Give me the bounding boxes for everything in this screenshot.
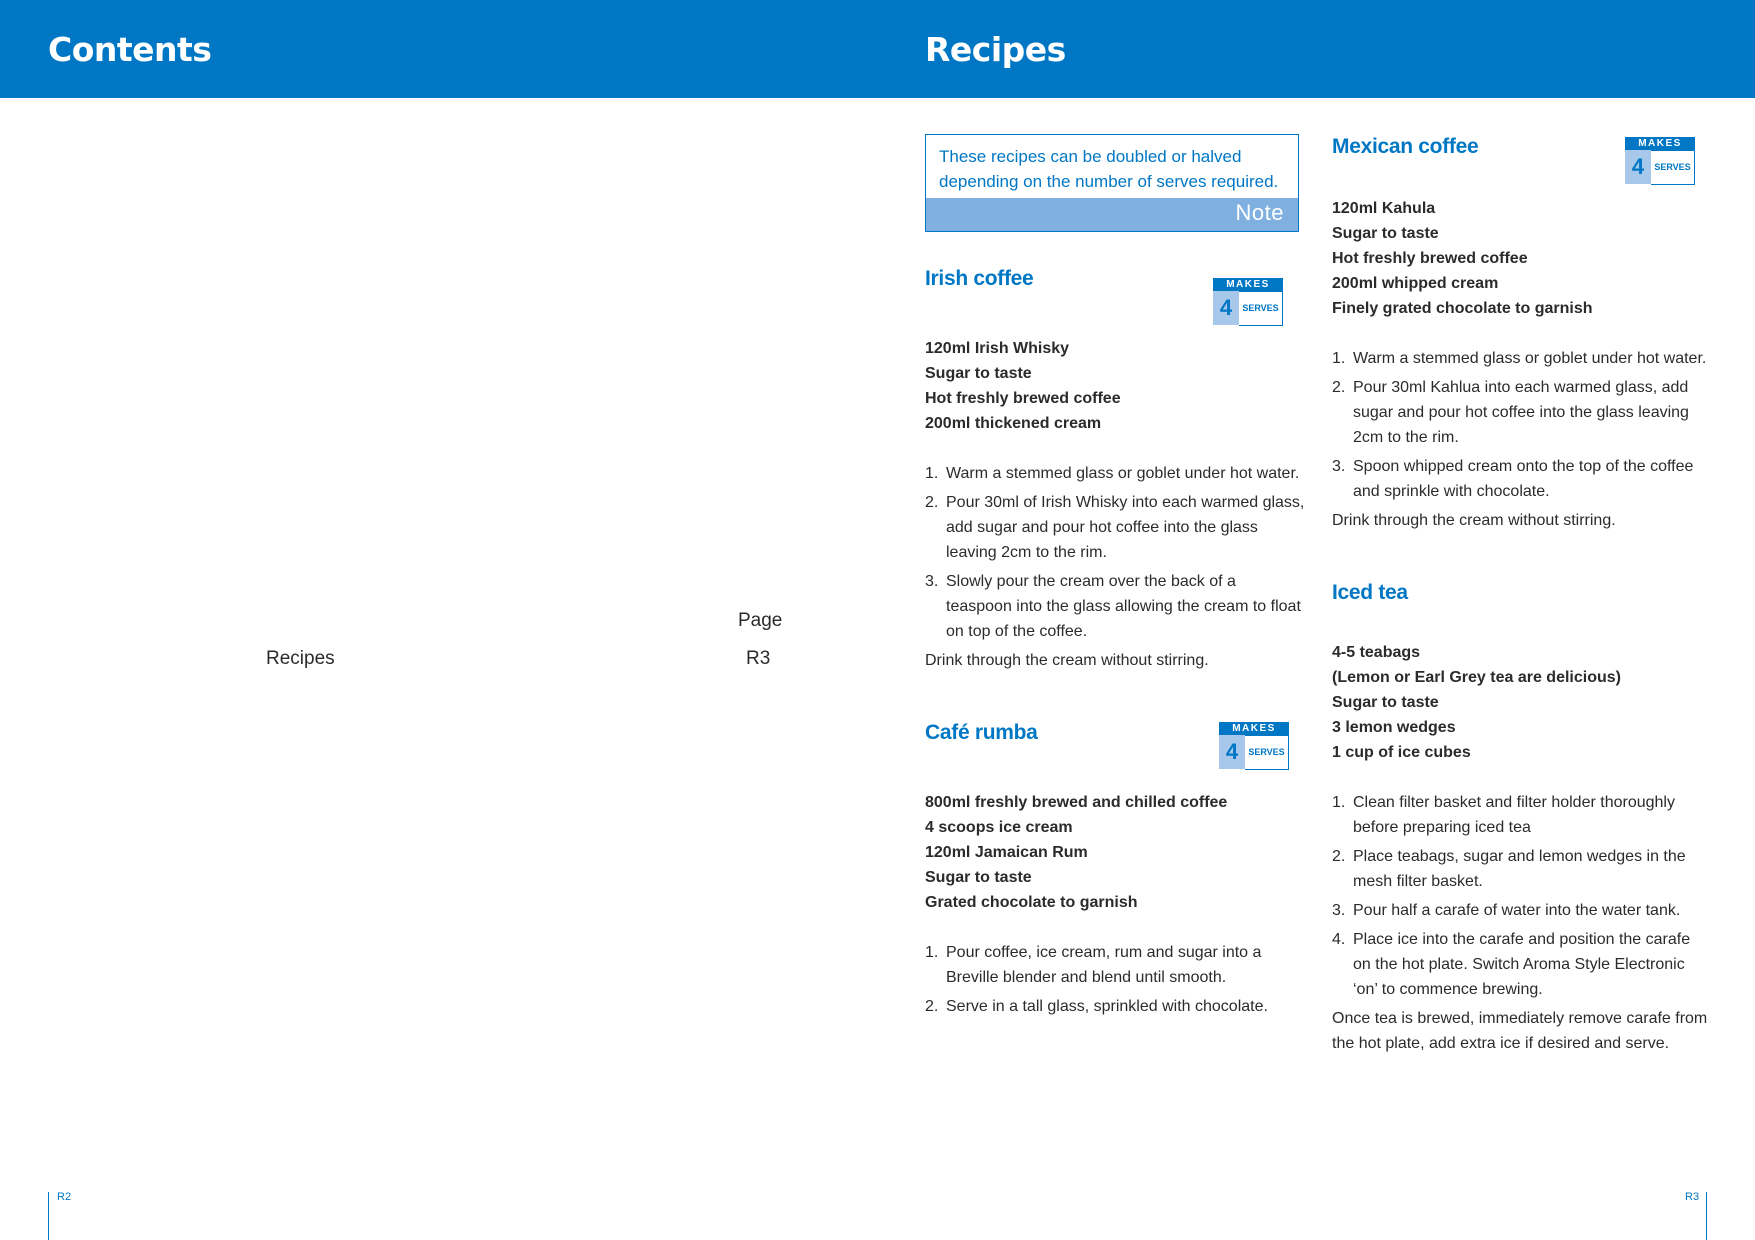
recipe-title: Mexican coffee [1332, 135, 1479, 158]
ingredient-list [925, 336, 1305, 436]
badge-makes-label: MAKES [1219, 722, 1289, 735]
step: 1. Warm a stemmed glass or goblet under hot water. [925, 465, 1300, 482]
ingredient: 800ml freshly brewed and chilled coffee [925, 794, 1228, 811]
ingredient: 4-5 teabags [1332, 644, 1421, 661]
step: 1. Warm a stemmed glass or goblet under hot water. [1332, 350, 1707, 367]
badge-makes-label: MAKES [1625, 137, 1695, 150]
step: 4. Place ice into the carafe and position the carafe on the hot plate. Switch Aroma Style Electronic ‘on’ to commence brewing. [1332, 931, 1691, 998]
recipe-irish-coffee [925, 266, 1305, 673]
left-folio: R2 [57, 1191, 72, 1203]
ingredient: 4 scoops ice cream [925, 819, 1073, 836]
badge-serves-label: SERVES [1651, 150, 1695, 185]
recipe-footer-note: Once tea is brewed, immediately remove carafe from the hot plate, add extra ice if desired and serve. [1332, 1010, 1708, 1052]
makes-serves-badge [1625, 137, 1695, 184]
badge-makes-label: MAKES [1213, 278, 1283, 291]
ingredient: Sugar to taste [1332, 225, 1439, 242]
recipe-footer-note: Drink through the cream without stirring. [1332, 512, 1616, 529]
recipe-footer-note: Drink through the cream without stirring. [925, 652, 1209, 669]
ingredient: Hot freshly brewed coffee [1332, 250, 1528, 267]
ingredient-list [1332, 196, 1712, 321]
right-header-band [877, 0, 1755, 98]
badge-serves-label: SERVES [1245, 735, 1289, 770]
recipe-mexican-coffee [1332, 134, 1712, 533]
step-list [1332, 346, 1712, 504]
makes-serves-badge [1213, 278, 1283, 325]
note-box [925, 134, 1299, 232]
step: 2. Pour 30ml Kahlua into each warmed glass, add sugar and pour hot coffee into the glass leaving 2cm to the rim. [1332, 379, 1689, 446]
ingredient: 120ml Irish Whisky [925, 340, 1070, 357]
badge-number: 4 [1213, 291, 1239, 325]
step: 1. Clean filter basket and filter holder thoroughly before preparing iced tea [1332, 794, 1675, 836]
right-footer-rule [1706, 1192, 1707, 1240]
note-bar [926, 198, 1298, 231]
step: 2. Serve in a tall glass, sprinkled with chocolate. [925, 998, 1268, 1015]
left-header-band [0, 0, 877, 98]
step: 3. Slowly pour the cream over the back of a teaspoon into the glass allowing the cream to float on top of the coffee. [925, 573, 1301, 640]
ingredient: Finely grated chocolate to garnish [1332, 300, 1593, 317]
toc-page-header: Page [738, 610, 783, 631]
recipe-title: Irish coffee [925, 267, 1034, 290]
recipe-title: Iced tea [1332, 581, 1408, 604]
left-footer-rule [48, 1192, 49, 1240]
badge-number: 4 [1219, 735, 1245, 769]
step-list [925, 461, 1305, 644]
ingredient-list [925, 790, 1305, 915]
step: 3. Spoon whipped cream onto the top of the coffee and sprinkle with chocolate. [1332, 458, 1694, 500]
ingredient: 120ml Kahula [1332, 200, 1436, 217]
recipes-title: Recipes [925, 30, 1066, 69]
contents-title: Contents [48, 30, 212, 69]
ingredient: Sugar to taste [1332, 694, 1439, 711]
badge-number: 4 [1625, 150, 1651, 184]
step: 1. Pour coffee, ice cream, rum and sugar into a Breville blender and blend until smooth. [925, 944, 1262, 986]
recipe-iced-tea [1332, 580, 1712, 1056]
step: 2. Pour 30ml of Irish Whisky into each warmed glass, add sugar and pour hot coffee into the glass leaving 2cm to the rim. [925, 494, 1305, 561]
toc-entry-page[interactable]: R3 [746, 648, 771, 669]
step: 2. Place teabags, sugar and lemon wedges in the mesh filter basket. [1332, 848, 1686, 890]
badge-serves-label: SERVES [1239, 291, 1283, 326]
ingredient: 200ml whipped cream [1332, 275, 1499, 292]
ingredient: (Lemon or Earl Grey tea are delicious) [1332, 669, 1621, 686]
ingredient: Hot freshly brewed coffee [925, 390, 1121, 407]
recipe-title: Café rumba [925, 721, 1038, 744]
note-text: These recipes can be doubled or halved depending on the number of serves required. [939, 147, 1279, 191]
ingredient: 3 lemon wedges [1332, 719, 1456, 736]
note-label: Note [1235, 200, 1284, 225]
step-list [1332, 790, 1712, 1002]
ingredient: Grated chocolate to garnish [925, 894, 1138, 911]
makes-serves-badge [1219, 722, 1289, 769]
ingredient: 200ml thickened cream [925, 415, 1102, 432]
ingredient-list [1332, 640, 1712, 765]
step-list [925, 940, 1305, 1019]
ingredient: 120ml Jamaican Rum [925, 844, 1088, 861]
toc-entry-label[interactable]: Recipes [266, 648, 335, 669]
ingredient: 1 cup of ice cubes [1332, 744, 1471, 761]
step: 3. Pour half a carafe of water into the water tank. [1332, 902, 1681, 919]
ingredient: Sugar to taste [925, 869, 1032, 886]
right-folio: R3 [1685, 1191, 1700, 1203]
ingredient: Sugar to taste [925, 365, 1032, 382]
